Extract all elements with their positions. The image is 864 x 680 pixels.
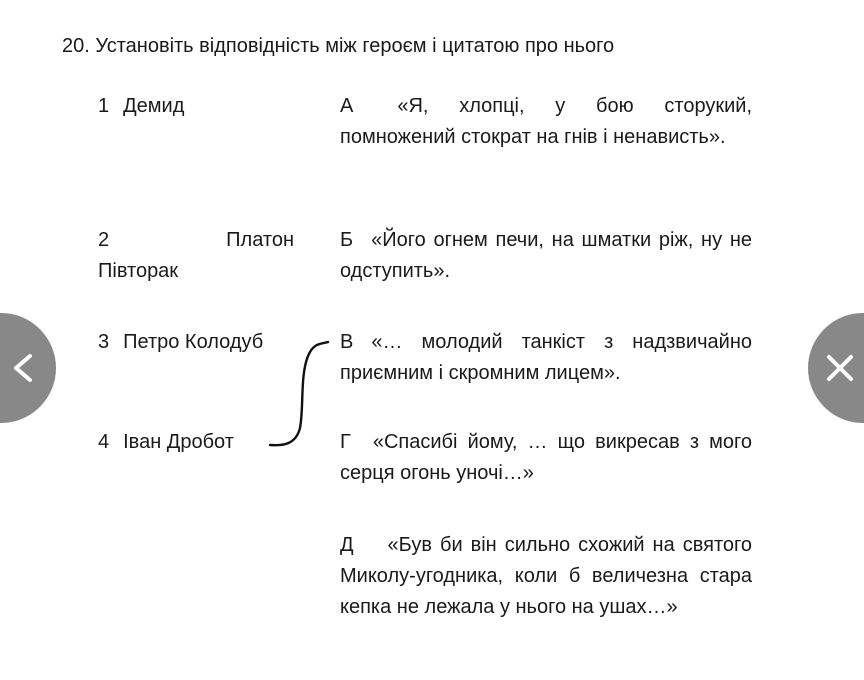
quote-text: «Спасибі йому, … що викресав з мого серця огонь уночі…»: [340, 431, 752, 484]
hero-item: [98, 327, 263, 358]
hero-number: 2: [98, 229, 110, 251]
hero-name-part: Півторак: [98, 260, 179, 282]
hero-name: Петро Колодуб: [123, 331, 264, 353]
quote-item: [340, 327, 752, 389]
quote-letter: В: [340, 331, 354, 353]
quote-letter: А: [340, 95, 354, 117]
close-button[interactable]: [808, 313, 864, 423]
hero-name-part: Платон: [226, 229, 294, 251]
hero-item: [98, 427, 234, 458]
hero-name: Демид: [123, 95, 185, 117]
handwritten-connector-line: [262, 336, 342, 456]
chevron-left-icon: [8, 352, 40, 384]
quote-text: «Був би він сильно схожий на святого Миколу-угодника, коли б величезна стара кепка не лежала у нього на ушах…»: [340, 534, 752, 618]
close-icon: [824, 352, 856, 384]
quote-item: [340, 427, 752, 489]
quote-item: [340, 225, 752, 287]
previous-button[interactable]: [0, 313, 56, 423]
hero-number: 3: [98, 331, 110, 353]
hero-name: Іван Дробот: [123, 431, 234, 453]
quote-item: [340, 530, 752, 623]
hero-number: 1: [98, 95, 110, 117]
question-title: 20. Установіть відповідність між героєм і цитатою про нього: [62, 35, 615, 57]
quote-text: «… молодий танкіст з надзвичайно приємним і скромним лицем».: [340, 331, 752, 384]
quote-text: «Його огнем печи, на шматки ріж, ну не одступить».: [340, 229, 752, 282]
hero-item: [98, 91, 184, 122]
quote-text: «Я, хлопці, у бою сторукий, помножений стократ на гнів і ненависть».: [340, 95, 752, 148]
hero-number: 4: [98, 431, 110, 453]
quote-letter: Б: [340, 229, 354, 251]
quote-item: [340, 91, 752, 153]
quote-letter: Д: [340, 534, 354, 556]
quote-letter: Г: [340, 431, 351, 453]
hero-item: [98, 225, 294, 287]
